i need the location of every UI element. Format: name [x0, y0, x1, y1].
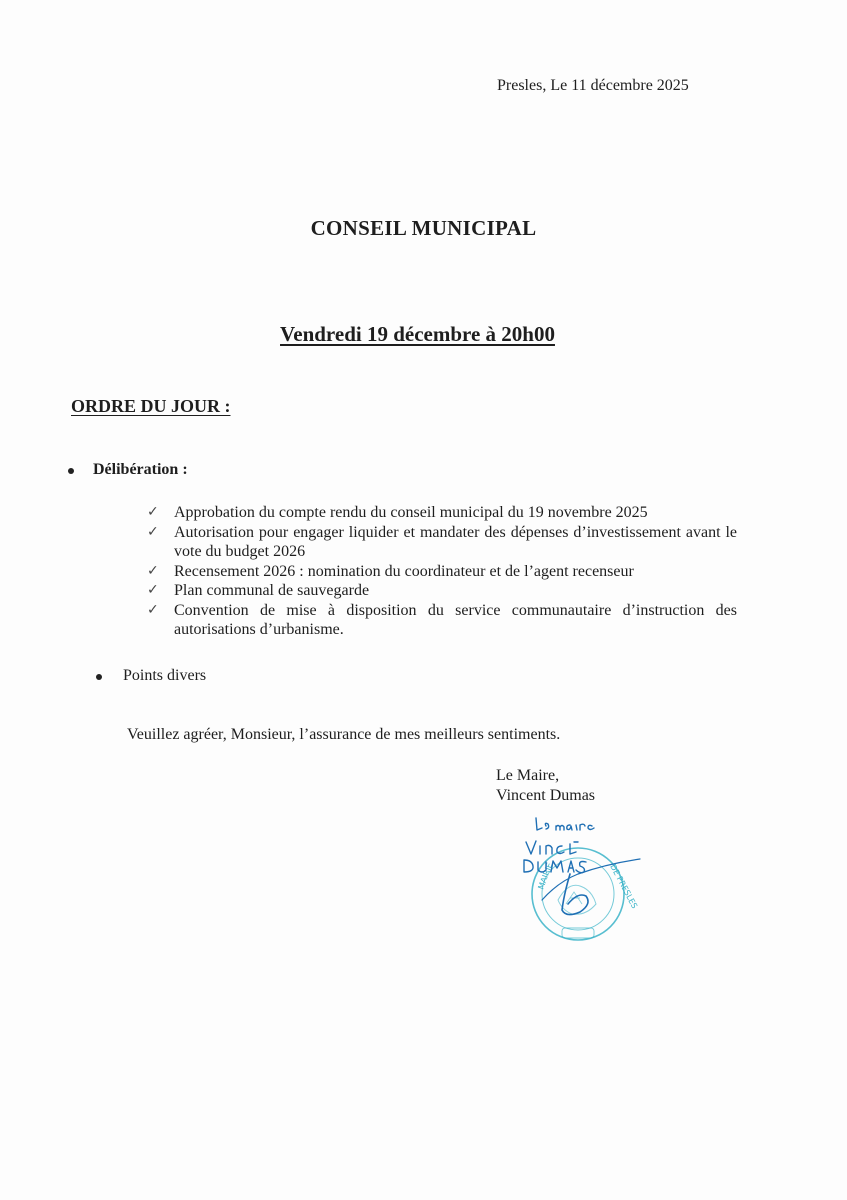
checkmark-icon: ✓ — [147, 504, 159, 520]
list-item — [147, 562, 737, 582]
list-item-text: Recensement 2026 : nomination du coordinateur et de l’agent recenseur — [174, 562, 634, 580]
list-item — [147, 523, 737, 562]
list-item-text: Approbation du compte rendu du conseil municipal du 19 novembre 2025 — [174, 504, 648, 521]
section-label: Délibération : — [93, 461, 188, 478]
checkmark-icon: ✓ — [147, 523, 159, 540]
list-item-text: Convention de mise à disposition du service communautaire d’instruction des autorisations d’urbanisme. — [174, 601, 737, 638]
list-item-text: Autorisation pour engager liquider et mandater des dépenses d’investissement avant le vote du budget 2026 — [174, 523, 737, 560]
bullet-dot-icon — [96, 674, 102, 680]
meeting-date: Vendredi 19 décembre à 20h00 — [280, 322, 555, 346]
list-item — [147, 581, 737, 601]
checkmark-icon: ✓ — [147, 562, 159, 579]
section-label: Points divers — [123, 667, 207, 684]
place-date: Presles, Le 11 décembre 2025 — [497, 77, 689, 94]
bullet-dot-icon — [68, 468, 74, 474]
checkmark-icon: ✓ — [147, 601, 159, 618]
list-item — [147, 503, 737, 523]
signature-stamp — [522, 812, 652, 947]
svg-text:DE PRESLES: DE PRESLES — [608, 862, 640, 911]
agenda-heading: ORDRE DU JOUR : — [71, 396, 231, 416]
page-title: CONSEIL MUNICIPAL — [310, 216, 537, 240]
list-item — [147, 601, 737, 640]
signatory-role: Le Maire, — [496, 767, 560, 784]
checkmark-icon: ✓ — [147, 582, 159, 598]
deliberation-list — [147, 503, 737, 640]
closing-formula: Veuillez agréer, Monsieur, l’assurance de mes meilleurs sentiments. — [127, 726, 561, 743]
list-item-text: Plan communal de sauvegarde — [174, 582, 370, 599]
svg-text:MAIRIE: MAIRIE — [536, 861, 555, 891]
signatory-name: Vincent Dumas — [496, 787, 596, 804]
